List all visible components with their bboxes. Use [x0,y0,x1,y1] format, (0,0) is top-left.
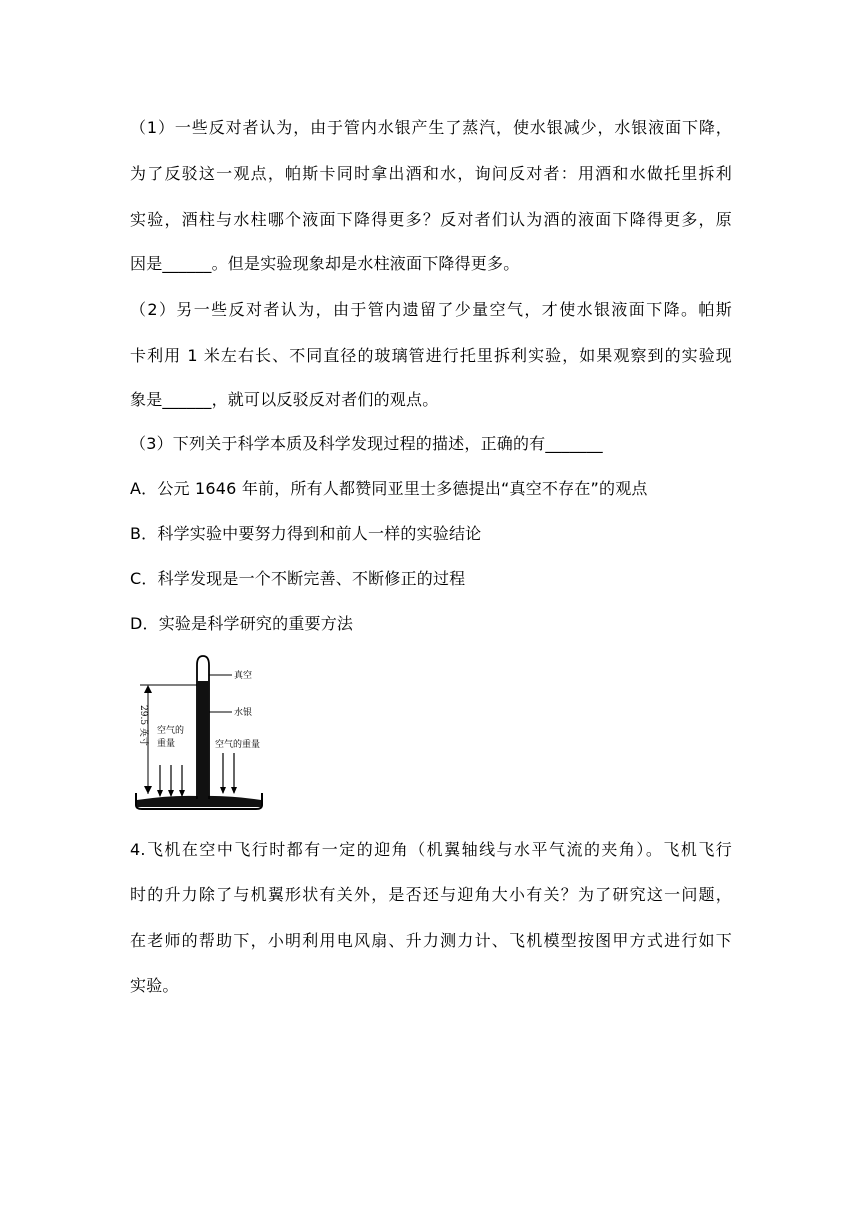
q4-line1: 4.飞机在空中飞行时都有一定的迎角（机翼轴线与水平气流的夹角）。飞机飞行 [130,840,732,859]
document-page [130,0,742,1216]
air-weight-label-left-1: 空气的 [157,726,185,736]
q3-part1-line2: 为了反驳这一观点，帕斯卡同时拿出酒和水，询问反对者：用酒和水做托里拆利 [130,164,732,183]
option-d: D．实验是科学研究的重要方法 [130,614,354,633]
air-weight-label-left-2: 重量 [157,739,176,749]
q3-part3-line: （3）下列关于科学本质及科学发现过程的描述，正确的有_______ [130,434,603,453]
torricelli-experiment-figure [130,653,265,811]
height-arrow-down [144,786,152,794]
vacuum-label: 真空 [234,671,253,681]
mercury-column [198,681,208,799]
height-label: 29.5 英寸 [138,705,148,746]
q3-part2-line1: （2）另一些反对者认为，由于管内遗留了少量空气，才使水银液面下降。帕斯 [130,300,732,319]
q4-line4: 实验。 [130,976,179,995]
option-c: C．科学发现是一个不断完善、不断修正的过程 [130,569,466,588]
q3-part1-line3: 实验，酒柱与水柱哪个液面下降得更多？反对者们认为酒的液面下降得更多，原 [130,210,732,229]
option-b: B．科学实验中要努力得到和前人一样的实验结论 [130,524,482,543]
q3-part2-line3: 象是______，就可以反驳反对者们的观点。 [130,390,439,409]
option-a: A．公元 1646 年前，所有人都赞同亚里士多德提出“真空不存在”的观点 [130,479,648,498]
height-arrow-up [144,685,152,693]
q4-line2: 时的升力除了与机翼形状有关外，是否还与迎角大小有关？为了研究这一问题， [130,885,732,904]
q4-line3: 在老师的帮助下，小明利用电风扇、升力测力计、飞机模型按图甲方式进行如下 [130,931,732,950]
air-weight-label-right: 空气的重量 [215,740,261,750]
q3-part2-line2: 卡利用 1 米左右长、不同直径的玻璃管进行托里拆利实验，如果观察到的实验现 [130,346,732,365]
q3-part1-line1: （1）一些反对者认为，由于管内水银产生了蒸汽，使水银减少，水银液面下降， [130,118,732,137]
q3-part1-line4: 因是______。但是实验现象却是水柱液面下降得更多。 [130,254,520,273]
mercury-label: 水银 [234,708,253,718]
